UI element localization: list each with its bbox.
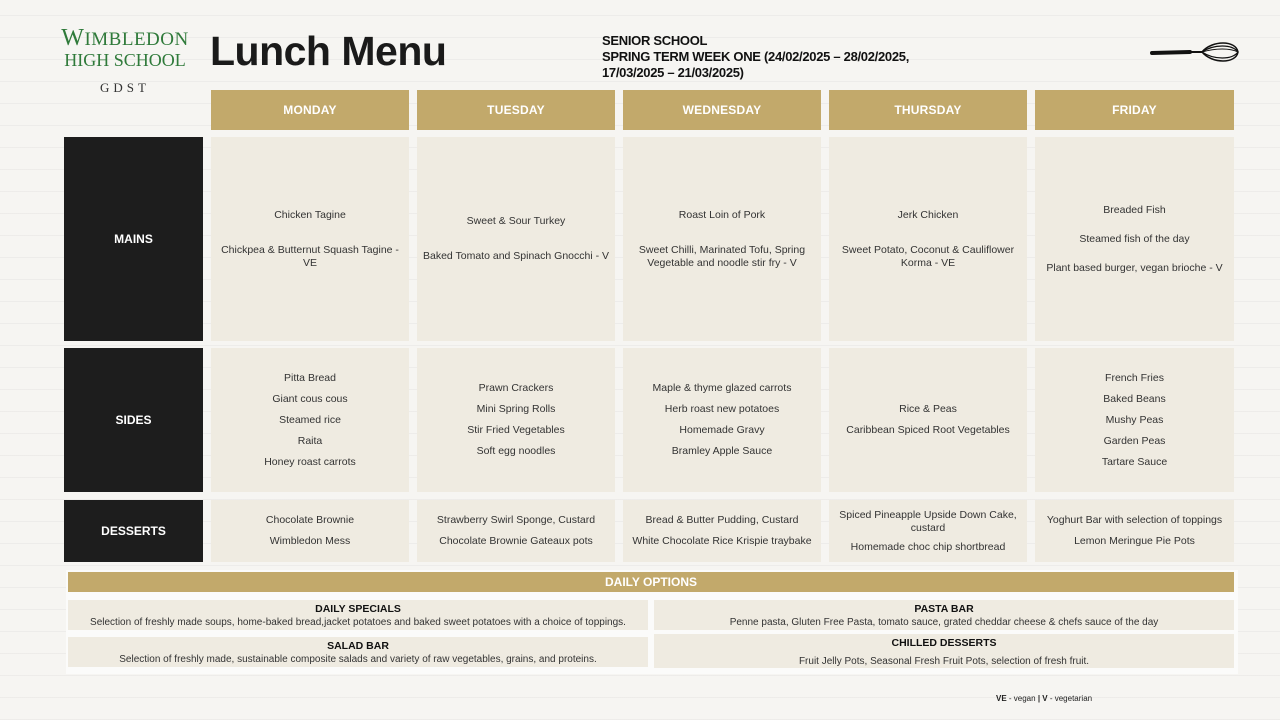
daily-specials-desc: Selection of freshly made soups, home-baked bread,jacket potatoes and baked sweet potatoes with a choice of toppings. — [90, 617, 626, 628]
desserts-friday — [1035, 500, 1234, 562]
pasta-bar-title: PASTA BAR — [914, 603, 974, 615]
key-v-text: - vegetarian — [1047, 694, 1093, 703]
mains-friday — [1035, 137, 1234, 341]
day-header-monday: MONDAY — [211, 90, 409, 130]
daily-specials-title: DAILY SPECIALS — [315, 603, 401, 615]
menu-item: Steamed fish of the day — [1079, 232, 1190, 245]
pasta-bar-desc: Penne pasta, Gluten Free Pasta, tomato sauce, grated cheddar cheese & chefs sauce of the day — [729, 617, 1159, 628]
key-separator: | — [1037, 694, 1041, 703]
day-header-wednesday: WEDNESDAY — [623, 90, 821, 130]
sides-friday — [1035, 348, 1234, 492]
menu-subtitle — [602, 33, 909, 81]
menu-item: Giant cous cous — [272, 392, 348, 405]
menu-item: Plant based burger, vegan brioche - V — [1046, 261, 1223, 274]
daily-options — [66, 570, 1238, 674]
menu-item: Sweet Chilli, Marinated Tofu, Spring Vegetable and noodle stir fry - V — [638, 243, 806, 269]
menu-item: Steamed rice — [279, 413, 341, 426]
menu-item: Baked Tomato and Spinach Gnocchi - V — [423, 250, 610, 262]
desserts-tuesday — [417, 500, 615, 562]
sides-thursday — [829, 348, 1027, 492]
menu-item: Bramley Apple Sauce — [671, 445, 773, 457]
menu-item: Homemade Gravy — [679, 424, 765, 436]
menu-item: Mini Spring Rolls — [476, 403, 556, 415]
key-v: V — [1040, 694, 1048, 703]
menu-item: Spiced Pineapple Upside Down Cake, custard — [839, 508, 1017, 534]
logo-subname: HIGH SCHOOL — [64, 50, 186, 70]
menu-item: Jerk Chicken — [897, 208, 959, 221]
menu-item: Yoghurt Bar with selection of toppings — [1046, 514, 1223, 526]
page-title: Lunch Menu — [210, 28, 447, 74]
menu-item: White Chocolate Rice Krispie traybake — [632, 535, 812, 547]
mains-thursday — [829, 137, 1027, 341]
salad-bar — [68, 637, 648, 667]
desserts-thursday — [829, 500, 1027, 562]
chilled-desserts — [654, 634, 1234, 668]
whisk-icon — [1150, 38, 1242, 68]
mains-tuesday — [417, 137, 615, 341]
subtitle-school: SENIOR SCHOOL — [602, 33, 708, 48]
logo-gdst: GDST — [100, 80, 150, 95]
daily-options-header: DAILY OPTIONS — [68, 572, 1234, 592]
pasta-bar — [654, 600, 1234, 630]
sides-wednesday — [623, 348, 821, 492]
menu-grid — [62, 88, 1238, 566]
day-header-thursday: THURSDAY — [829, 90, 1027, 130]
menu-item: Stir Fried Vegetables — [467, 424, 565, 436]
mains-monday — [211, 137, 409, 341]
menu-item: Homemade choc chip shortbread — [850, 540, 1006, 553]
menu-item: Maple & thyme glazed carrots — [652, 382, 792, 394]
menu-item: Bread & Butter Pudding, Custard — [645, 514, 799, 526]
menu-item: Sweet & Sour Turkey — [466, 215, 566, 227]
menu-item: Chickpea & Butternut Squash Tagine - VE — [221, 243, 399, 269]
mains-wednesday — [623, 137, 821, 341]
day-header-tuesday: TUESDAY — [417, 90, 615, 130]
menu-item: Baked Beans — [1103, 392, 1166, 405]
menu-item: Tartare Sauce — [1101, 455, 1168, 468]
day-header-friday: FRIDAY — [1035, 90, 1234, 130]
salad-bar-title: SALAD BAR — [327, 640, 389, 652]
daily-specials — [68, 600, 648, 630]
menu-item: Prawn Crackers — [478, 382, 554, 394]
menu-item: Strawberry Swirl Sponge, Custard — [436, 514, 596, 526]
menu-item: Garden Peas — [1103, 434, 1166, 447]
menu-item: Chocolate Brownie Gateaux pots — [439, 535, 593, 547]
key-ve: VE — [996, 694, 1007, 703]
row-label-mains: MAINS — [64, 137, 203, 341]
menu-item: Sweet Potato, Coconut & Cauliflower Korma - VE — [841, 243, 1015, 269]
menu-item: Honey roast carrots — [264, 455, 356, 468]
logo-initial: W — [61, 25, 85, 51]
menu-item: Herb roast new potatoes — [664, 403, 780, 415]
desserts-wednesday — [623, 500, 821, 562]
sides-monday — [211, 348, 409, 492]
desserts-monday — [211, 500, 409, 562]
menu-item: Raita — [297, 434, 323, 447]
row-label-desserts: DESSERTS — [64, 500, 203, 562]
salad-bar-desc: Selection of freshly made, sustainable composite salads and variety of raw vegetables, grains, and proteins. — [119, 654, 597, 665]
chilled-desserts-title: CHILLED DESSERTS — [891, 637, 997, 649]
menu-item: Lemon Meringue Pie Pots — [1074, 535, 1195, 547]
subtitle-dates: 17/03/2025 – 21/03/2025) — [602, 65, 744, 80]
row-label-sides: SIDES — [64, 348, 203, 492]
sides-tuesday — [417, 348, 615, 492]
menu-item: Chocolate Brownie — [265, 514, 355, 526]
menu-item: Rice & Peas — [899, 403, 957, 415]
dietary-key — [996, 694, 1092, 703]
chilled-desserts-desc: Fruit Jelly Pots, Seasonal Fresh Fruit Pots, selection of fresh fruit. — [798, 656, 1090, 667]
menu-item: French Fries — [1105, 371, 1164, 384]
menu-item: Chicken Tagine — [274, 208, 346, 221]
key-ve-text: - vegan — [1006, 694, 1038, 703]
menu-item: Mushy Peas — [1105, 413, 1164, 426]
menu-item: Roast Loin of Pork — [678, 208, 766, 221]
menu-item: Soft egg noodles — [476, 445, 556, 457]
menu-item: Wimbledon Mess — [269, 535, 351, 547]
subtitle-term: SPRING TERM WEEK ONE (24/02/2025 – 28/02/2025, — [602, 49, 910, 64]
menu-item: Pitta Bread — [284, 371, 336, 384]
school-logo — [50, 25, 200, 96]
menu-item: Caribbean Spiced Root Vegetables — [846, 424, 1010, 436]
menu-item: Breaded Fish — [1103, 203, 1166, 216]
logo-name: IMBLEDON — [84, 29, 189, 50]
